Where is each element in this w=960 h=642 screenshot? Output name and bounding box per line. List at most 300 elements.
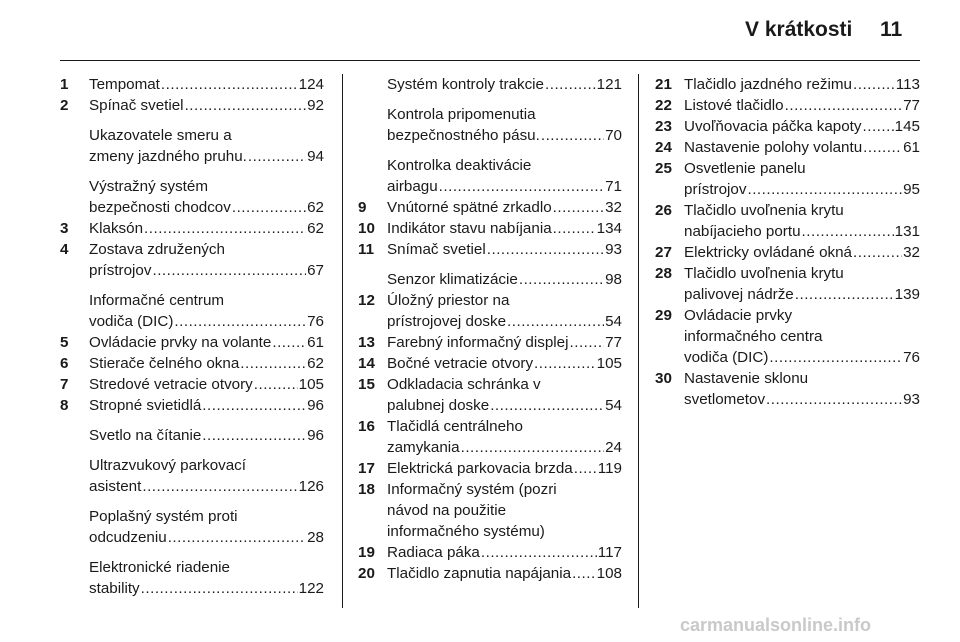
entry-label: Osvetlenie panelu [684,160,806,177]
entry-line [387,176,622,197]
entry-number [60,557,89,599]
entry-number: 8 [60,397,69,414]
entry-number: 14 [358,355,375,372]
entry-label: Informačné centrum [89,292,225,309]
entry-label: Poplašný systém proti [89,508,238,525]
entry-text [89,425,324,446]
entry-text [89,95,324,116]
entry-label: palivovej nádrže [684,286,794,303]
index-entry [358,104,622,146]
entry-text [387,104,622,146]
entry-number: 25 [655,160,672,177]
index-entry [655,116,920,137]
entry-label: bezpečnostného pásu. [387,127,540,144]
entry-line [387,353,622,374]
entry-line [684,74,920,95]
entry-number: 11 [358,241,375,258]
entry-label: zmeny jazdného pruhu. [89,148,247,165]
entry-text [89,74,324,95]
index-entry [358,290,622,332]
entry-number [60,176,89,218]
entry-page: 131 [894,223,920,240]
entry-page: 70 [605,127,622,144]
entry-page: 61 [307,334,324,351]
entry-label: palubnej doske [387,397,490,414]
entry-text [89,374,324,395]
dot-leader [232,197,306,218]
entry-text [387,563,622,584]
index-entry [358,563,622,584]
entry-text [387,155,622,197]
index-entry [358,269,622,290]
entry-page: 62 [307,220,324,237]
dot-leader [168,527,306,548]
entry-number [60,455,89,497]
entry-page: 96 [307,397,324,414]
entry-page: 139 [894,286,920,303]
entry-label: Spínač svetiel [89,97,184,114]
entry-text [387,239,622,260]
entry-text [684,368,920,410]
dot-leader [545,74,596,95]
entry-page: 32 [903,244,920,261]
entry-line [387,332,622,353]
entry-label: Radiaca páka [387,544,480,561]
entry-label: Ovládacie prvky [684,307,793,324]
entry-number: 9 [358,199,367,216]
entry-page: 94 [307,148,324,165]
dot-leader [152,260,306,281]
index-entry [655,74,920,95]
index-entry [60,455,324,497]
index-entry [655,368,920,410]
index-entry [60,290,324,332]
entry-page: 67 [307,262,324,279]
entry-text [387,197,622,218]
entry-page: 76 [307,313,324,330]
entry-line [684,221,920,242]
entry-page: 96 [307,427,324,444]
dot-leader [572,563,596,584]
header-divider [60,60,920,61]
entry-line [387,239,622,260]
entry-label: vodiča (DIC) [684,349,769,366]
entry-page: 62 [307,199,324,216]
dot-leader [863,137,902,158]
entry-text [387,290,622,332]
entry-label: Stredové vetracie otvory [89,376,253,393]
entry-page: 71 [605,178,622,195]
page-title: V krátkosti [745,18,853,41]
dot-leader [240,353,306,374]
entry-page: 105 [298,376,324,393]
index-entry [655,137,920,158]
dot-leader [785,95,902,116]
entry-number: 20 [358,565,375,582]
index-entry [358,416,622,458]
dot-leader [185,95,307,116]
entry-label: Tlačidlo zapnutia napájania [387,565,572,582]
entry-page: 93 [903,391,920,408]
entry-page: 121 [596,76,622,93]
entry-number [358,155,387,197]
dot-leader [174,311,306,332]
entry-label: asistent [89,478,142,495]
index-entry [655,263,920,305]
entry-label: Bočné vetracie otvory [387,355,534,372]
entry-line [684,116,920,137]
entry-line [684,389,920,410]
dot-leader [439,176,604,197]
entry-line [387,218,622,239]
entry-text [387,332,622,353]
entry-text [89,290,324,332]
entry-text [89,332,324,353]
entry-line [684,242,920,263]
entry-number: 1 [60,76,69,93]
entry-text [684,116,920,137]
dot-leader [747,179,902,200]
entry-label: svetlometov [684,391,766,408]
entry-number: 27 [655,244,672,261]
index-entry [60,125,324,167]
entry-label: Systém kontroly trakcie [387,76,544,93]
entry-label: Tlačidlo jazdného režimu [684,76,852,93]
entry-line [89,74,324,95]
entry-line [387,458,622,479]
dot-leader [769,347,902,368]
entry-page: 93 [605,241,622,258]
entry-page: 54 [605,313,622,330]
entry-label: Stropné svietidlá [89,397,202,414]
dot-leader [534,353,596,374]
entry-label: bezpečnosti chodcov [89,199,231,216]
entry-number [60,506,89,548]
entry-text [684,242,920,263]
entry-line [89,332,324,353]
entry-line [89,311,324,332]
entry-line [89,374,324,395]
dot-leader [272,332,306,353]
entry-number [60,125,89,167]
entry-number: 2 [60,97,69,114]
entry-text [89,176,324,218]
dot-leader [507,311,604,332]
index-entry [60,374,324,395]
entry-text [387,542,622,563]
entry-number: 17 [358,460,375,477]
entry-number: 13 [358,334,375,351]
entry-label: Tempomat [89,76,160,93]
entry-number: 18 [358,481,375,498]
entry-label: Stierače čelného okna [89,355,240,372]
entry-line [89,218,324,239]
entry-page: 76 [903,349,920,366]
entry-text [89,506,324,548]
dot-leader [795,284,894,305]
entry-text [387,479,622,542]
entry-text [387,269,622,290]
index-entry [60,506,324,548]
entry-text [684,263,920,305]
entry-label: Tlačidlo uvoľnenia krytu [684,202,844,219]
entry-label: Elektricky ovládané okná [684,244,852,261]
dot-leader [481,542,597,563]
dot-leader [142,476,297,497]
dot-leader [553,218,596,239]
dot-leader [461,437,605,458]
entry-label: Kontrola pripomenutia [387,106,536,123]
entry-text [684,95,920,116]
entry-text [387,353,622,374]
entry-page: 126 [298,478,324,495]
entry-page: 95 [903,181,920,198]
entry-line [89,395,324,416]
entry-page: 98 [605,271,622,288]
entry-label: Nastavenie polohy volantu [684,139,863,156]
index-entry [358,239,622,260]
entry-label: Svetlo na čítanie [89,427,202,444]
entry-label: Kontrolka deaktivácie [387,157,532,174]
dot-leader [487,239,604,260]
index-column-3 [655,74,920,410]
entry-label: prístrojov [89,262,152,279]
dot-leader [802,221,894,242]
index-entry [60,353,324,374]
entry-line [89,578,324,599]
index-entry [655,158,920,200]
entry-label: zamykania [387,439,460,456]
entry-label: Elektrická parkovacia brzda [387,460,573,477]
entry-text [387,74,622,95]
entry-text [684,305,920,368]
index-entry [60,176,324,218]
entry-number [60,290,89,332]
entry-number: 24 [655,139,672,156]
index-entry [60,218,324,239]
entry-line [89,527,324,548]
index-entry [358,218,622,239]
index-column-1 [60,74,324,599]
entry-text [89,353,324,374]
index-entry [655,242,920,263]
entry-line [89,476,324,497]
entry-line [387,311,622,332]
entry-text [684,200,920,242]
entry-number: 3 [60,220,69,237]
index-entry [60,74,324,95]
dot-leader [853,242,902,263]
index-entry [358,74,622,95]
entry-label: Nastavenie sklonu [684,370,809,387]
entry-number [358,74,387,95]
entry-page: 24 [605,439,622,456]
entry-label: Výstražný systém [89,178,208,195]
entry-line [89,260,324,281]
entry-number: 10 [358,220,375,237]
entry-line [684,284,920,305]
dot-leader [574,458,597,479]
index-entry [60,95,324,116]
entry-label: Listové tlačidlo [684,97,784,114]
entry-line [387,197,622,218]
entry-line [89,425,324,446]
entry-text [89,239,324,281]
entry-number: 28 [655,265,672,282]
entry-page: 117 [597,544,622,561]
entry-line [684,137,920,158]
entry-label: Farebný informačný displej [387,334,569,351]
entry-text [387,218,622,239]
entry-line [684,95,920,116]
index-entry [655,305,920,368]
entry-label: Informačný systém (pozri [387,481,557,498]
entry-number: 12 [358,292,375,309]
column-divider-1 [342,74,343,608]
entry-label: Indikátor stavu nabíjania [387,220,552,237]
dot-leader [248,146,306,167]
entry-label: návod na použitie [387,502,507,519]
dot-leader [853,74,895,95]
entry-line [89,95,324,116]
dot-leader [254,374,298,395]
entry-number: 23 [655,118,672,135]
entry-text [684,158,920,200]
index-entry [60,425,324,446]
entry-number: 6 [60,355,69,372]
index-entry [358,479,622,542]
dot-leader [490,395,604,416]
entry-page: 122 [298,580,324,597]
index-entry [358,332,622,353]
entry-line [387,563,622,584]
entry-line [387,125,622,146]
entry-label: Ultrazvukový parkovací [89,457,246,474]
entry-page: 61 [903,139,920,156]
entry-page: 28 [307,529,324,546]
entry-label: Vnútorné spätné zrkadlo [387,199,552,216]
dot-leader [202,395,306,416]
entry-number [358,104,387,146]
entry-label: informačného systému) [387,523,545,540]
entry-label: Snímač svetiel [387,241,486,258]
dot-leader [553,197,604,218]
entry-text [684,137,920,158]
entry-label: nabíjacieho portu [684,223,801,240]
entry-line [387,74,622,95]
entry-page: 124 [298,76,324,93]
index-entry [60,239,324,281]
entry-line [387,269,622,290]
index-column-2 [358,74,622,584]
entry-label: Senzor klimatizácie [387,271,518,288]
entry-page: 92 [307,97,324,114]
entry-label: Tlačidlá centrálneho [387,418,523,435]
entry-page: 32 [605,199,622,216]
entry-text [89,218,324,239]
entry-text [387,458,622,479]
entry-number: 30 [655,370,672,387]
index-entry [358,374,622,416]
entry-label: prístrojov [684,181,747,198]
entry-line [89,197,324,218]
entry-page: 77 [903,97,920,114]
entry-line [387,437,622,458]
entry-label: informačného centra [684,328,823,345]
entry-page: 62 [307,355,324,372]
entry-page: 113 [895,76,920,93]
entry-label: vodiča (DIC) [89,313,174,330]
entry-label: Klaksón [89,220,144,237]
entry-label: Tlačidlo uvoľnenia krytu [684,265,844,282]
entry-line [684,347,920,368]
entry-number: 29 [655,307,672,324]
entry-number: 5 [60,334,69,351]
entry-line [387,395,622,416]
column-divider-2 [638,74,639,608]
entry-page: 145 [894,118,920,135]
dot-leader [144,218,306,239]
entry-label: prístrojovej doske [387,313,507,330]
entry-text [684,74,920,95]
entry-number: 21 [655,76,672,93]
entry-page: 108 [596,565,622,582]
entry-line [89,146,324,167]
watermark: carmanualsonline.info [680,615,872,635]
index-entry [60,395,324,416]
index-entry [655,200,920,242]
index-entry [60,332,324,353]
entry-text [89,395,324,416]
dot-leader [541,125,604,146]
entry-label: Úložný priestor na [387,292,510,309]
index-entry [358,155,622,197]
entry-number [60,425,89,446]
dot-leader [570,332,605,353]
entry-number: 19 [358,544,375,561]
entry-label: Ukazovatele smeru a [89,127,232,144]
entry-label: airbagu [387,178,438,195]
entry-number: 4 [60,241,69,258]
entry-text [89,557,324,599]
index-entry [358,197,622,218]
entry-text [387,416,622,458]
index-entry [358,458,622,479]
entry-number: 22 [655,97,672,114]
index-entry [358,353,622,374]
dot-leader [863,116,894,137]
entry-line [387,542,622,563]
entry-number: 7 [60,376,69,393]
entry-label: Ovládacie prvky na volante [89,334,272,351]
entry-label: Uvoľňovacia páčka kapoty [684,118,862,135]
entry-page: 105 [596,355,622,372]
dot-leader [519,269,604,290]
entry-label: Zostava združených [89,241,225,258]
entry-text [89,455,324,497]
entry-number: 16 [358,418,375,435]
dot-leader [141,578,298,599]
entry-number: 15 [358,376,375,393]
entry-number: 26 [655,202,672,219]
entry-label: Odkladacia schránka v [387,376,541,393]
index-entry [358,542,622,563]
entry-label: odcudzeniu [89,529,167,546]
entry-line [89,353,324,374]
entry-label: Elektronické riadenie [89,559,230,576]
entry-number [358,269,387,290]
page-number: 11 [880,18,903,41]
